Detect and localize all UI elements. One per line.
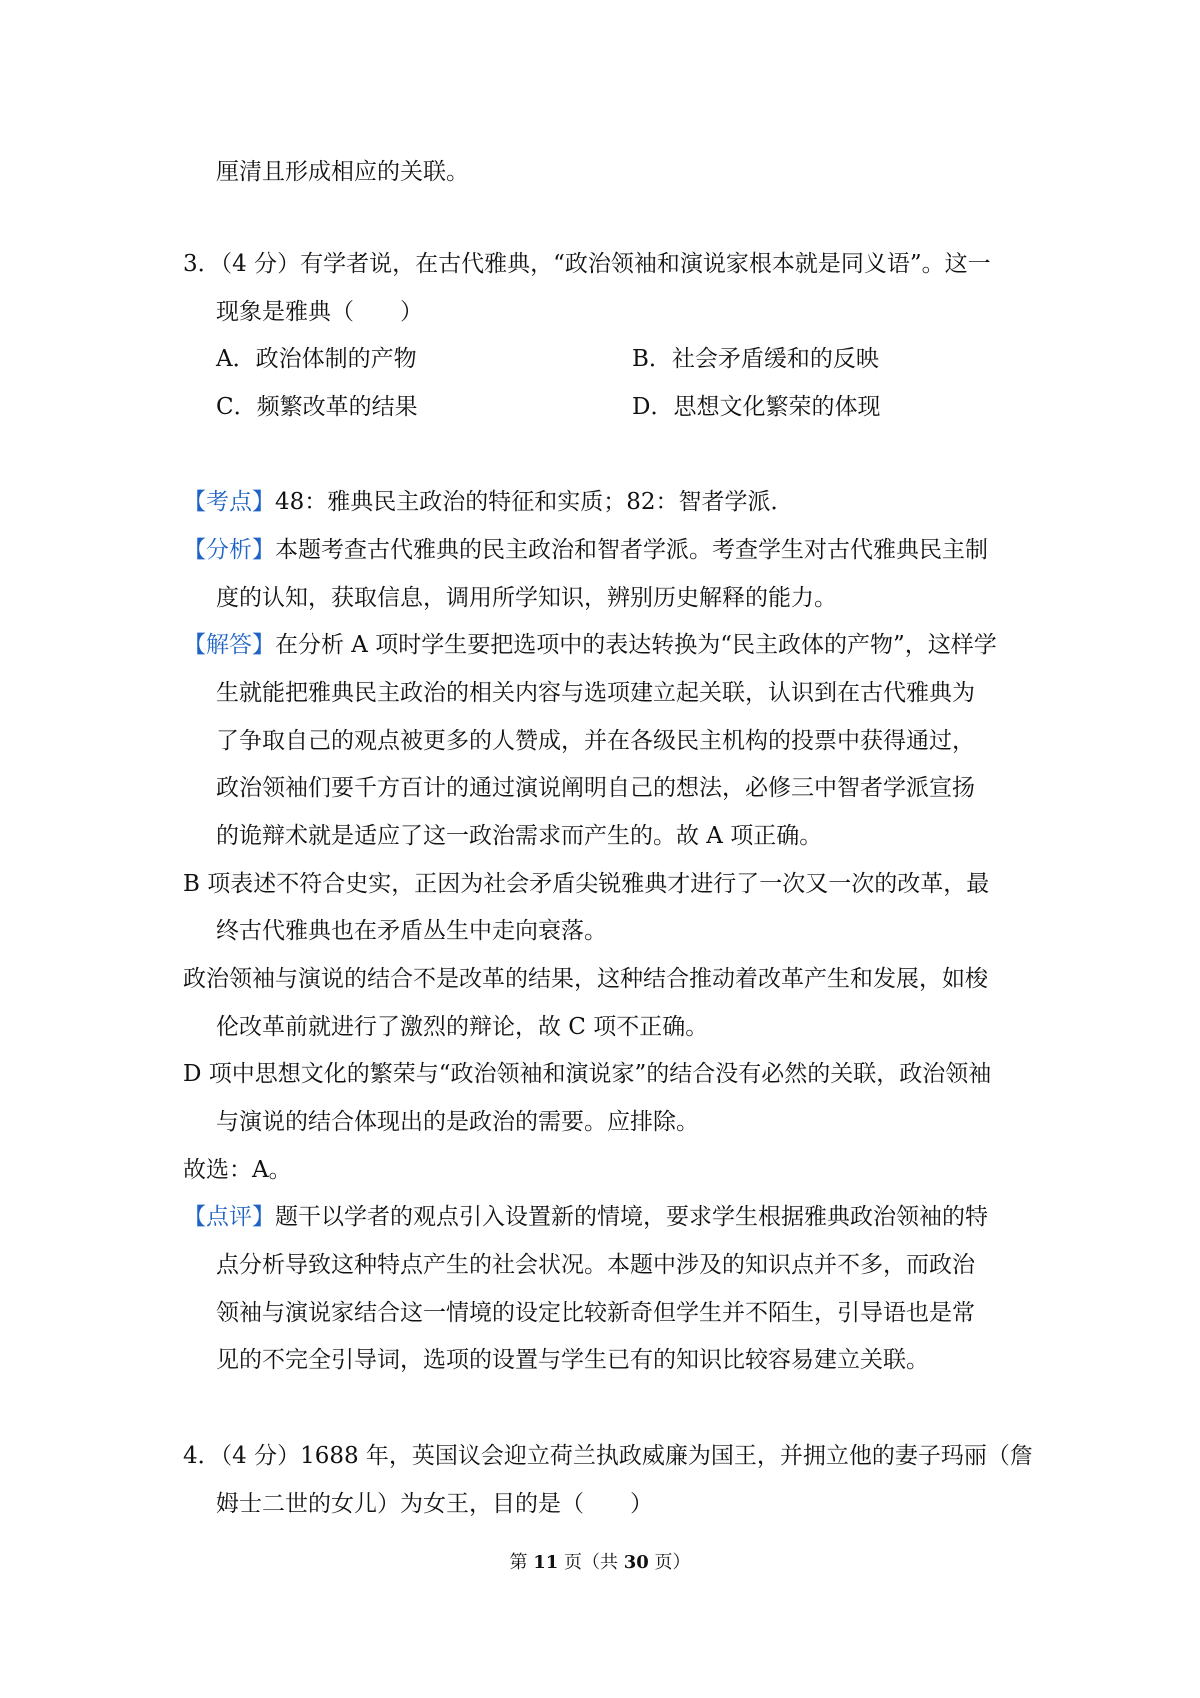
q3-option-b: B．社会矛盾缓和的反映 xyxy=(632,346,879,372)
q3-stem-line-2: 现象是雅典（ ） xyxy=(216,299,423,325)
q3-jieda-line-4: 政治领袖们要千方百计的通过演说阐明自己的想法，必修三中智者学派宣扬 xyxy=(216,775,975,801)
footer-middle: 页（共 xyxy=(558,1552,624,1573)
q3-dianping-line-1 xyxy=(183,1200,988,1234)
q3-jieda-line-3: 了争取自己的观点被更多的人赞成，并在各级民主机构的投票中获得通过， xyxy=(216,728,975,754)
dianping-text-1: 题干以学者的观点引入设置新的情境，要求学生根据雅典政治领袖的特 xyxy=(275,1204,988,1230)
q3-d-explain-line-1: D 项中思想文化的繁荣与“政治领袖和演说家”的结合没有必然的关联，政治领袖 xyxy=(183,1061,992,1087)
q3-option-c: C．频繁改革的结果 xyxy=(216,394,418,420)
page-footer xyxy=(0,1550,1200,1576)
footer-total-pages: 30 xyxy=(623,1552,649,1573)
kaodian-text: 48：雅典民主政治的特征和实质；82：智者学派． xyxy=(275,489,794,515)
q3-jieda-line-1 xyxy=(183,628,997,662)
dianping-tag: 【点评】 xyxy=(183,1204,275,1230)
kaodian-tag: 【考点】 xyxy=(183,489,275,515)
q3-fenxi-line-1 xyxy=(183,533,988,567)
q3-b-explain-line-1: B 项表述不符合史实，正因为社会矛盾尖锐雅典才进行了一次又一次的改革，最 xyxy=(183,871,990,897)
previous-answer-tail: 厘清且形成相应的关联。 xyxy=(216,159,469,185)
footer-prefix: 第 xyxy=(509,1552,534,1573)
q3-dianping-line-2: 点分析导致这种特点产生的社会状况。本题中涉及的知识点并不多，而政治 xyxy=(216,1252,975,1278)
jieda-text-1: 在分析 A 项时学生要把选项中的表达转换为“民主政体的产物”，这样学 xyxy=(275,632,997,658)
footer-page-number: 11 xyxy=(533,1552,559,1573)
footer-suffix: 页） xyxy=(648,1552,691,1573)
q3-c-explain-line-2: 伦改革前就进行了激烈的辩论，故 C 项不正确。 xyxy=(216,1014,709,1040)
q3-dianping-line-3: 领袖与演说家结合这一情境的设定比较新奇但学生并不陌生，引导语也是常 xyxy=(216,1300,975,1326)
q3-dianping-line-4: 见的不完全引导词，选项的设置与学生已有的知识比较容易建立关联。 xyxy=(216,1347,929,1373)
jieda-tag: 【解答】 xyxy=(183,632,275,658)
q3-jieda-line-2: 生就能把雅典民主政治的相关内容与选项建立起关联，认识到在古代雅典为 xyxy=(216,680,975,706)
fenxi-tag: 【分析】 xyxy=(183,537,275,563)
fenxi-text-1: 本题考查古代雅典的民主政治和智者学派。考查学生对古代雅典民主制 xyxy=(275,537,988,563)
q4-stem-line-1: 4．（4 分）1688 年，英国议会迎立荷兰执政威廉为国王，并拥立他的妻子玛丽（詹 xyxy=(183,1443,1033,1469)
q3-stem-line-1: 3．（4 分）有学者说，在古代雅典，“政治领袖和演说家根本就是同义语”。这一 xyxy=(183,251,991,277)
q3-jieda-line-5: 的诡辩术就是适应了这一政治需求而产生的。故 A 项正确。 xyxy=(216,823,823,849)
q3-option-d: D．思想文化繁荣的体现 xyxy=(632,394,881,420)
q3-b-explain-line-2: 终古代雅典也在矛盾丛生中走向衰落。 xyxy=(216,918,607,944)
q3-kaodian xyxy=(183,485,794,519)
q3-fenxi-line-2: 度的认知，获取信息，调用所学知识，辨别历史解释的能力。 xyxy=(216,585,837,611)
q3-answer: 故选：A。 xyxy=(183,1157,292,1183)
q3-c-explain-line-1: 政治领袖与演说的结合不是改革的结果，这种结合推动着改革产生和发展，如梭 xyxy=(183,966,988,992)
q4-stem-line-2: 姆士二世的女儿）为女王，目的是（ ） xyxy=(216,1491,653,1517)
q3-option-a: A．政治体制的产物 xyxy=(216,346,417,372)
q3-d-explain-line-2: 与演说的结合体现出的是政治的需要。应排除。 xyxy=(216,1109,699,1135)
